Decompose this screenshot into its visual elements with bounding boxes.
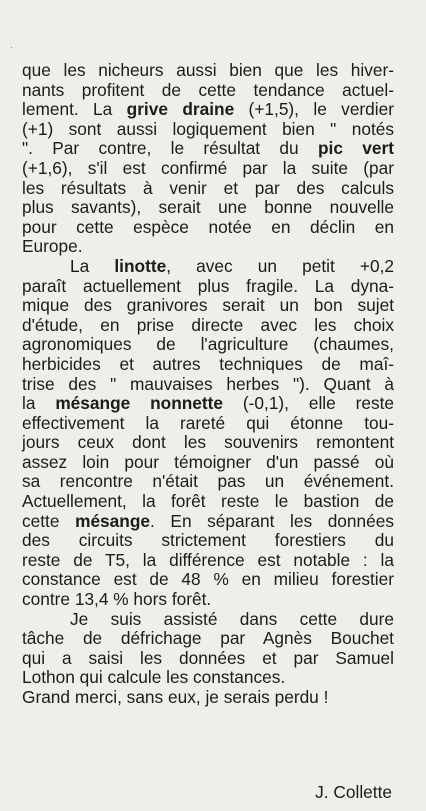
text-run: assez loin pour témoigner d'un passé où	[22, 451, 394, 472]
text-run: plus savants), serait une bonne nouvelle	[22, 197, 394, 218]
article-body	[22, 61, 394, 708]
text-line	[22, 375, 394, 395]
text-line	[22, 472, 394, 492]
signature: J. Collette	[315, 782, 392, 802]
text-line	[22, 649, 394, 669]
text-run: La	[70, 255, 115, 276]
bird-name: mésange	[75, 510, 151, 531]
text-run: la	[22, 393, 56, 414]
text-run: ". Par contre, le résultat du	[22, 138, 318, 159]
text-run: lement. La	[22, 99, 127, 120]
text-line	[22, 355, 394, 375]
text-run: Europe.	[22, 236, 83, 257]
text-run: constance est de 48 % en milieu forestier	[22, 569, 394, 590]
text-run: , avec un petit +0,2	[166, 255, 395, 276]
text-line	[22, 335, 394, 355]
text-line	[22, 179, 394, 199]
text-line	[22, 159, 394, 179]
text-line	[22, 81, 394, 101]
text-run: mique des granivores serait un bon sujet	[22, 295, 394, 316]
text-run: . En séparant les données	[150, 510, 394, 531]
text-run: pour cette espèce notée en déclin en	[22, 216, 394, 237]
text-line	[22, 414, 394, 434]
text-run: (+1) sont aussi logiquement bien " notés	[22, 118, 394, 139]
text-run: contre 13,4 % hors forêt.	[22, 589, 212, 610]
text-run: (+1,5), le verdier	[234, 99, 395, 120]
bird-name: pic vert	[317, 138, 394, 159]
text-line	[22, 316, 394, 336]
text-line	[22, 570, 394, 590]
text-line	[22, 433, 394, 453]
text-run: les résultats à venir et par des calculs	[22, 177, 394, 198]
text-line	[22, 551, 394, 571]
text-run: herbicides et autres techniques de maî-	[22, 353, 394, 374]
text-line	[22, 277, 394, 297]
text-run: qui a saisi les données et par Samuel	[22, 647, 394, 668]
text-line	[22, 257, 394, 277]
text-run: d'étude, en prise directe avec les choix	[22, 314, 394, 335]
text-run: (+1,6), s'il est confirmé par la suite (par	[22, 157, 394, 178]
text-line	[22, 61, 394, 81]
text-line	[22, 237, 394, 257]
text-line	[22, 610, 394, 630]
bird-name: linotte	[114, 255, 167, 276]
text-line	[22, 198, 394, 218]
text-line	[22, 512, 394, 532]
text-line	[22, 296, 394, 316]
text-line	[22, 668, 394, 688]
bird-name: grive draine	[126, 99, 235, 120]
text-run: sa rencontre n'était pas un événement.	[22, 471, 394, 492]
text-run: trise des " mauvaises herbes "). Quant à	[22, 373, 394, 394]
text-run: jours ceux dont les souvenirs remontent	[22, 432, 394, 453]
text-line	[22, 688, 394, 708]
bird-name: mésange nonnette	[55, 393, 224, 414]
text-run: (-0,1), elle reste	[223, 393, 394, 414]
text-run: que les nicheurs aussi bien que les hiver-	[22, 60, 394, 80]
text-line	[22, 590, 394, 610]
text-line	[22, 492, 394, 512]
text-line	[22, 120, 394, 140]
text-line	[22, 629, 394, 649]
text-run: cette	[22, 510, 76, 531]
text-line	[22, 100, 394, 120]
text-line	[22, 394, 394, 414]
text-line	[22, 139, 394, 159]
text-line	[22, 453, 394, 473]
text-run: paraît actuellement plus fragile. La dyna-	[22, 275, 394, 296]
text-run: Lothon qui calcule les constances.	[22, 667, 286, 688]
text-run: Grand merci, sans eux, je serais perdu !	[22, 687, 329, 707]
text-run: agronomiques de l'agriculture (chaumes,	[22, 334, 394, 355]
text-run: effectivement la rareté qui étonne tou-	[22, 412, 394, 433]
margin-mark: ·	[10, 42, 13, 52]
text-run: nants profitent de cette tendance actuel-	[22, 79, 394, 100]
text-line	[22, 531, 394, 551]
text-run: Je suis assisté dans cette dure	[70, 608, 394, 629]
text-run: Actuellement, la forêt reste le bastion de	[22, 491, 394, 512]
text-run: tâche de défrichage par Agnès Bouchet	[22, 628, 394, 649]
text-run: reste de T5, la différence est notable : la	[22, 549, 394, 570]
text-run: des circuits strictement forestiers du	[22, 530, 394, 551]
text-line	[22, 218, 394, 238]
